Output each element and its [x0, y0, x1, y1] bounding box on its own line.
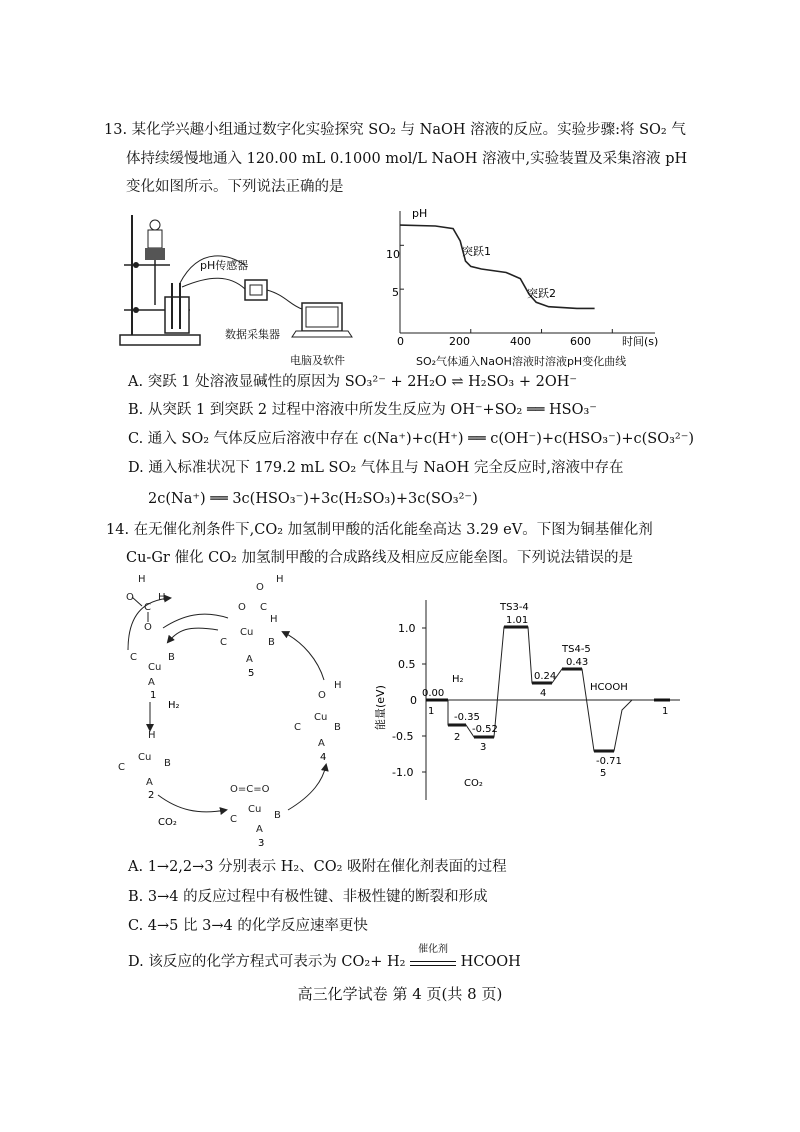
tick-x-0: 0 [397, 335, 404, 348]
svg-text:A: A [146, 777, 153, 788]
svg-text:O=C=O: O=C=O [230, 784, 270, 795]
annotation-jump-1: 突跃1 [462, 245, 491, 258]
tick-x-400: 400 [510, 335, 531, 348]
svg-text:H: H [276, 574, 284, 585]
svg-text:B: B [334, 722, 341, 733]
q14-option-d [128, 944, 521, 972]
energy-ylabel: 能量(eV) [374, 685, 387, 730]
energy-h2-label: H₂ [452, 674, 464, 685]
tick-x-600: 600 [570, 335, 591, 348]
level-1-id: 1 [428, 706, 435, 717]
cycle-label-5: 5 [248, 668, 255, 679]
svg-text:C: C [144, 602, 151, 613]
level-4-value: 0.24 [534, 671, 557, 682]
svg-text:H: H [158, 592, 166, 603]
cycle-label-4: 4 [320, 752, 327, 763]
catalyst-label: 催化剂 [418, 944, 449, 955]
q13-option-d-line-2: 2c(Na⁺) ══ 3c(HSO₃⁻)+3c(H₂SO₃)+3c(SO₃²⁻) [148, 491, 478, 507]
energy-product-label: HCOOH [590, 682, 628, 693]
ph-chart-title: SO₂气体通入NaOH溶液时溶液pH变化曲线 [416, 355, 627, 368]
svg-text:A: A [148, 677, 155, 688]
q14-option-b: B. 3→4 的反应过程中有极性键、非极性键的断裂和形成 [128, 889, 488, 905]
ph-chart [370, 205, 670, 355]
energy-tick-0: 0 [410, 694, 417, 707]
level-3-id: 3 [480, 742, 487, 753]
q13-option-c: C. 通入 SO₂ 气体反应后溶液中存在 c(Na⁺)+c(H⁺) ══ c(OH⁻)+c(HSO₃⁻)+c(SO₃²⁻) [128, 431, 695, 447]
q13-stem-line-1: 13. 某化学兴趣小组通过数字化实验探究 SO₂ 与 NaOH 溶液的反应。实验步骤:将 SO₂ 气 [104, 122, 686, 138]
energy-co2-label: CO₂ [464, 778, 483, 789]
energy-tick--1.0: -1.0 [392, 766, 414, 779]
svg-text:A: A [318, 738, 325, 749]
ph-curve [400, 225, 595, 308]
svg-text:B: B [274, 810, 281, 821]
q13-stem-line-3: 变化如图所示。下列说法正确的是 [126, 179, 344, 195]
q14-option-a: A. 1→2,2→3 分别表示 H₂、CO₂ 吸附在催化剂表面的过程 [128, 859, 507, 875]
q14-stem-line-1: 14. 在无催化剂条件下,CO₂ 加氢制甲酸的活化能垒高达 3.29 eV。下图为铜基催化剂 [106, 522, 653, 538]
cycle-label-2: 2 [148, 790, 155, 801]
q13-option-b: B. 从突跃 1 到突跃 2 过程中溶液中所发生反应为 OH⁻+SO₂ ══ HSO₃⁻ [128, 402, 597, 418]
svg-text:O: O [144, 622, 152, 633]
q14-option-d-post: HCOOH [460, 954, 521, 970]
svg-text:O: O [126, 592, 134, 603]
svg-text:Cu: Cu [148, 662, 162, 673]
q14-option-d-pre: D. 该反应的化学方程式可表示为 CO₂+ H₂ [128, 954, 406, 970]
svg-text:O: O [238, 602, 246, 613]
level-ts45-value: 0.43 [566, 657, 589, 668]
energy-tick-0.5: 0.5 [398, 658, 416, 671]
energy-tick--0.5: -0.5 [392, 730, 414, 743]
q13-option-d-line-1: D. 通入标准状况下 179.2 mL SO₂ 气体且与 NaOH 完全反应时,溶液中存在 [128, 460, 624, 476]
svg-text:A: A [246, 654, 253, 665]
level-2-id: 2 [454, 732, 461, 743]
level-ts45-id: TS4-5 [562, 644, 591, 655]
svg-text:B: B [268, 637, 275, 648]
svg-text:C: C [220, 637, 227, 648]
level-2-value: -0.35 [454, 712, 480, 723]
level-5-id: 5 [600, 768, 607, 779]
svg-text:Cu: Cu [248, 804, 262, 815]
level-1-end-id: 1 [662, 706, 669, 717]
svg-text:Cu: Cu [240, 627, 254, 638]
tick-y-10: 10 [386, 248, 400, 261]
energy-tick-1.0: 1.0 [398, 622, 416, 635]
svg-text:B: B [168, 652, 175, 663]
cycle-h2-label: H₂ [168, 700, 180, 711]
level-1-value: 0.00 [422, 688, 445, 699]
q13-stem-line-2: 体持续缓慢地通入 120.00 mL 0.1000 mol/L NaOH 溶液中,实验装置及采集溶液 pH [126, 151, 688, 167]
svg-text:O: O [256, 582, 264, 593]
svg-text:C: C [260, 602, 267, 613]
svg-text:C: C [230, 814, 237, 825]
q14-option-c: C. 4→5 比 3→4 的化学反应速率更快 [128, 918, 368, 934]
svg-text:O: O [318, 690, 326, 701]
svg-text:A: A [256, 824, 263, 835]
chart-xlabel: 时间(s) [622, 335, 659, 348]
annotation-jump-2: 突跃2 [527, 287, 556, 300]
cycle-co2-label: CO₂ [158, 817, 177, 828]
data-collector-label: 数据采集器 [225, 328, 280, 341]
computer-label: 电脑及软件 [290, 354, 345, 367]
q14-stem-line-2: Cu-Gr 催化 CO₂ 加氢制甲酸的合成路线及相应反应能垒图。下列说法错误的是 [126, 550, 633, 566]
tick-x-200: 200 [449, 335, 470, 348]
svg-text:H: H [270, 614, 278, 625]
svg-text:H: H [334, 680, 342, 691]
catalyst-arrow [410, 944, 456, 966]
energy-diagram [370, 590, 690, 810]
svg-text:Cu: Cu [138, 752, 152, 763]
level-ts34-id: TS3-4 [500, 602, 529, 613]
svg-text:Cu: Cu [314, 712, 328, 723]
cycle-label-3: 3 [258, 838, 265, 849]
svg-text:H: H [148, 730, 156, 741]
chart-ylabel: pH [412, 207, 428, 220]
cycle-label-1: 1 [150, 690, 157, 701]
level-3-value: -0.52 [472, 724, 498, 735]
level-5-value: -0.71 [596, 756, 622, 767]
ph-sensor-label: pH传感器 [200, 259, 249, 272]
tick-y-5: 5 [392, 286, 399, 299]
q13-option-a: A. 突跃 1 处溶液显碱性的原因为 SO₃²⁻ + 2H₂O ⇌ H₂SO₃ + 2OH⁻ [128, 374, 578, 390]
level-ts34-value: 1.01 [506, 615, 529, 626]
svg-text:C: C [118, 762, 125, 773]
svg-text:C: C [130, 652, 137, 663]
catalytic-cycle-diagram [108, 570, 368, 850]
svg-text:H: H [138, 574, 146, 585]
svg-text:C: C [294, 722, 301, 733]
page-footer: 高三化学试卷 第 4 页(共 8 页) [297, 985, 503, 1003]
svg-text:B: B [164, 758, 171, 769]
level-4-id: 4 [540, 688, 547, 699]
